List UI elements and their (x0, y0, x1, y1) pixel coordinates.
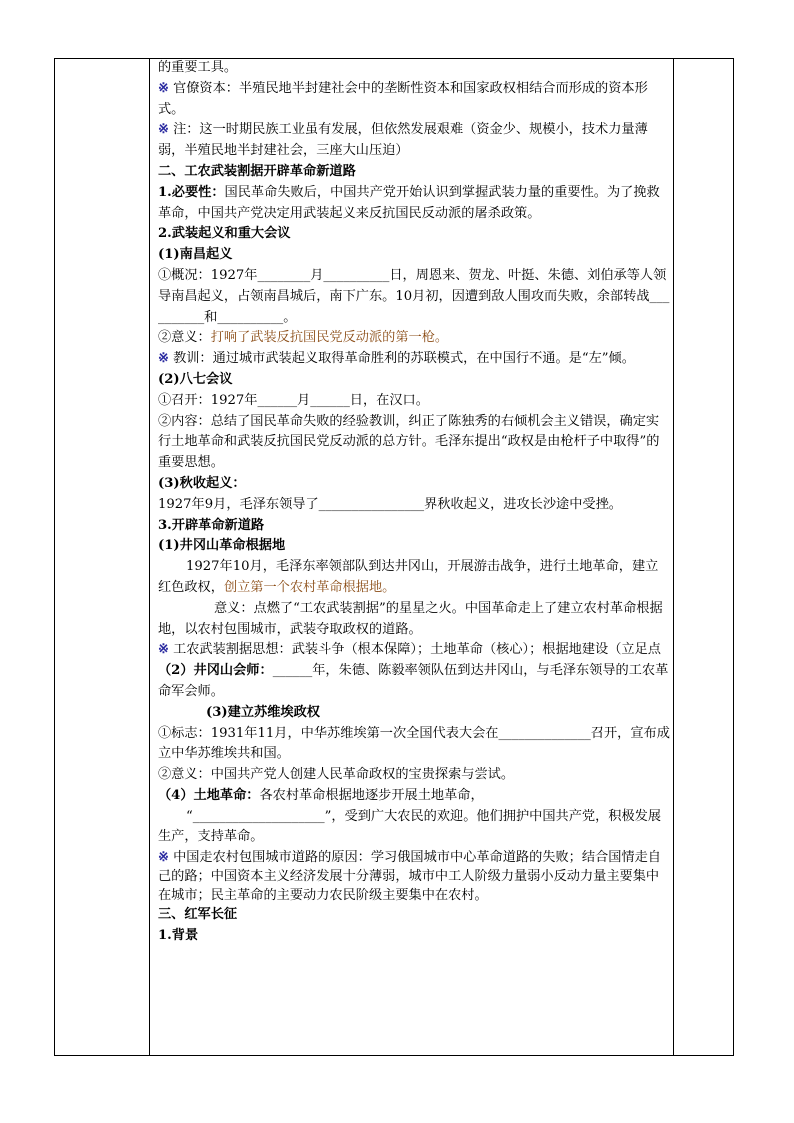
autumn-harvest-text: 1927年9月，毛泽东领导了________________界秋收起义，进攻长沙途中受挫。 (158, 496, 622, 512)
note-mark-icon: ※ (158, 642, 170, 658)
highlight-text: 打响了武装反抗国民党反动派的第一枪。 (210, 330, 449, 346)
paragraph-text: 各农村革命根据地逐步开展土地革命， (259, 787, 484, 803)
note-text: 工农武装割据思想：武装斗争（根本保障）；土地革命（核心）；根据地建设（立足点 (173, 642, 661, 658)
necessity-paragraph (158, 183, 670, 225)
nanchang-lesson (158, 349, 670, 370)
soviet-significance: ②意义：中国共产党人创建人民革命政权的宝贵探索与尝试。 (158, 767, 515, 783)
note-national-industry (158, 120, 670, 162)
topic-heading: （2）井冈山会师： (158, 663, 273, 679)
subsection-heading: 3.开辟革命新道路 (158, 517, 265, 533)
subsection-heading: 2.武装起义和重大会议 (158, 226, 291, 242)
note-mark-icon: ※ (158, 80, 170, 96)
soviet-symbol: ①标志：1931年11月，中华苏维埃第一次全国代表大会在______________召开，宣布成立中华苏维埃共和国。 (158, 725, 670, 762)
topic-heading: (3)建立苏维埃政权 (206, 704, 320, 720)
section-heading: 三、红军长征 (158, 907, 238, 923)
paragraph-text: 1927年10月，毛泽东率领部队到达井冈山，开展游击战争，进行土地革命，建立红色政权， (158, 559, 659, 595)
topic-heading: (2)八七会议 (158, 371, 233, 387)
land-revolution-detail: “____________________”，受到广大农民的欢迎。他们拥护中国共产党，积极发展生产，支持革命。 (158, 808, 662, 845)
jinggangshan-significance: 意义：点燃了“工农武装割据”的星星之火。中国革命走上了建立农村革命根据地，以农村包围城市，武装夺取政权的道路。 (158, 600, 663, 637)
topic-heading: （4）土地革命： (158, 787, 260, 803)
land-revolution (158, 786, 670, 807)
highlight-text: 创立第一个农村革命根据地。 (223, 579, 396, 595)
paragraph-text: 国民革命失败后，中国共产党开始认识到掌握武装力量的重要性。为了挽救革命，中国共产党决定用武装起义来反抗国民反动派的屠杀政策。 (158, 184, 660, 221)
jinggangshan-text (158, 557, 670, 599)
nanchang-overview: ①概况：1927年________月__________日，周恩来、贺龙、叶挺、朱德、刘伯承等人领导南昌起义，占领南昌城后，南下广东。10月初，因遭到敌人围攻而失败，余部转战__________和__________。 (158, 267, 670, 325)
nanchang-significance (158, 328, 670, 349)
section-heading: 二、工农武装割据开辟革命新道路 (158, 163, 356, 179)
subsection-heading: 1.背景 (158, 928, 199, 944)
subsection-heading: 1.必要性： (158, 184, 225, 200)
lesson-content (158, 58, 670, 1056)
note-bureaucratic-capital (158, 79, 670, 121)
august-seventh-convening: ①召开：1927年______月______日，在汉口。 (158, 392, 429, 408)
note-text: 中国走农村包围城市道路的原因：学习俄国城市中心革命道路的失败；结合国情走自己的路；中国资本主义经济发展十分薄弱，城市中工人阶级力量弱小反动力量主要集中在城市；民主革命的主要动力农民阶级主要集中在农村。 (158, 850, 661, 904)
note-mark-icon: ※ (158, 351, 170, 367)
note-text: 注：这一时期民族工业虽有发展，但依然发展艰难（资金少、规模小，技术力量薄弱，半殖民地半封建社会，三座大山压迫） (158, 122, 648, 159)
note-text: 教训：通过城市武装起义取得革命胜利的苏联模式，在中国行不通。是“左”倾。 (173, 351, 635, 367)
rural-encirclement-reason (158, 848, 670, 905)
note-mark-icon: ※ (158, 850, 170, 866)
armed-separatism-thought (158, 640, 670, 661)
paragraph-text: ______年，朱德、陈毅率领队伍到达井冈山，与毛泽东领导的工农革命军会师。 (158, 663, 669, 699)
note-mark-icon: ※ (158, 122, 170, 138)
topic-heading: (3)秋收起义： (158, 475, 246, 491)
topic-heading: (1)南昌起义 (158, 247, 233, 263)
table-column-divider-right (673, 59, 674, 1055)
text-line: 的重要工具。 (158, 60, 238, 75)
label-text: ②意义： (158, 330, 211, 346)
table-column-divider-left (149, 59, 150, 1055)
topic-heading: (1)井冈山革命根据地 (158, 538, 286, 554)
august-seventh-content: ②内容：总结了国民革命失败的经验教训，纠正了陈独秀的右倾机会主义错误，确定实行土地革命和武装反抗国民党反动派的总方针。毛泽东提出“政权是由枪杆子中取得”的重要思想。 (158, 413, 660, 471)
jinggangshan-meeting (158, 661, 670, 703)
note-text: 官僚资本：半殖民地半封建社会中的垄断性资本和国家政权相结合而形成的资本形式。 (158, 80, 648, 117)
